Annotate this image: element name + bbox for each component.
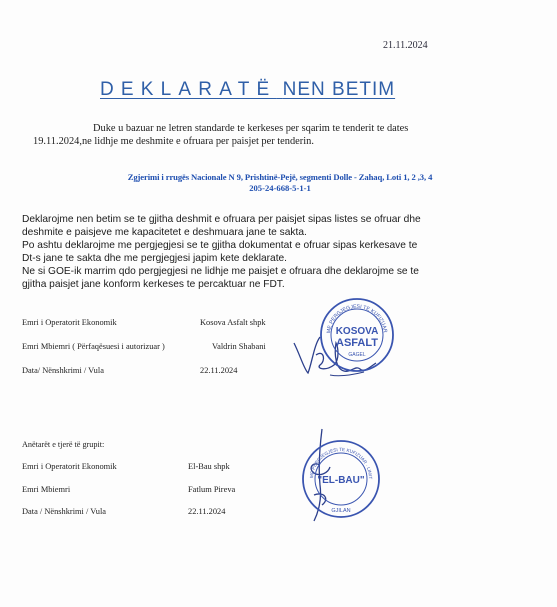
declaration-line: Ne si GOE-ik marrim qdo pergjegjesi ne lidhje me paisjet e ofruara dhe deklarojme se te xyxy=(22,266,419,277)
declaration-line: Po ashtu deklarojme me pergjegjesi se te gjitha dokumentat e ofruar sipas kerkesave te xyxy=(22,240,418,251)
document-date: 21.11.2024 xyxy=(383,40,428,51)
operator1-date-value: 22.11.2024 xyxy=(200,366,238,375)
stamp2-center: "EL-BAU" xyxy=(317,475,365,486)
operator2-name-label: Emri i Operatorit Ekonomik xyxy=(22,462,117,471)
intro-paragraph xyxy=(33,122,473,148)
operator1-date-label: Data/ Nënshkrimi / Vula xyxy=(22,366,104,375)
operator1-person-label: Emri Mbiemri ( Përfaqësuesi i autorizuar ) xyxy=(22,342,165,351)
intro-line-1: Duke u bazuar ne letren standarde te kerkeses per sqarim te tenderit te dates xyxy=(93,123,409,134)
operator1-name-value: Kosova Asfalt shpk xyxy=(200,318,266,327)
stamp2-bottom: GJILAN xyxy=(331,508,351,514)
el-bau-stamp xyxy=(300,438,382,520)
declaration-line: gjitha paisjet jane konform kerkeses te percaktuar ne FDT. xyxy=(22,279,285,290)
declaration-line: Dt-s jane te sakta dhe me pergjegjesi japim kete deklarate. xyxy=(22,253,288,264)
operator2-date-label: Data / Nënshkrimi / Vula xyxy=(22,507,107,516)
group-label: Anëtarët e tjerë të grupit: xyxy=(22,440,105,449)
project-name: Zgjerimi i rrugës Nacionale N 9, Prishtinë-Pejë, segmenti Dolle - Zahaq, Loti 1, 2 ,3, 4 xyxy=(127,172,433,182)
operator1-name-label: Emri i Operatorit Ekonomik xyxy=(22,318,117,327)
operator2-name-value: El-Bau shpk xyxy=(188,462,230,471)
title-rest: NEN BETIM xyxy=(282,79,396,100)
operator2-person-value: Fatlum Pireva xyxy=(188,485,236,494)
stamp1-ring-text: ME PERGJEGJESI TE KUFIZUAR xyxy=(325,303,388,334)
stamp1-line2: ASFALT xyxy=(336,337,378,349)
title-spaced-part: DEKLARATË xyxy=(100,79,277,100)
declaration-line: Deklarojme nen betim se te gjitha deshmit e ofruara per paisjet sipas listes se ofruar dhe xyxy=(22,214,421,225)
project-reference xyxy=(40,172,520,194)
declaration-text xyxy=(22,213,522,291)
stamp2-ring-text: ME PERGJEGJESI TE KUFIZUAR · LIMIT xyxy=(308,446,374,480)
intro-line-2: 19.11.2024,ne lidhje me deshmite e ofruara per paisjet per tenderin. xyxy=(33,136,314,147)
kosova-asfalt-stamp xyxy=(318,296,396,374)
stamp1-line1: KOSOVA xyxy=(335,326,379,337)
operator2-date-value: 22.11.2024 xyxy=(188,507,226,516)
operator2-person-label: Emri Mbiemri xyxy=(22,485,71,494)
stamp1-line3: GAGEL xyxy=(348,352,366,358)
project-number: 205-24-668-5-1-1 xyxy=(249,183,311,193)
operator1-person-value: Valdrin Shabani xyxy=(212,342,266,351)
document-title xyxy=(100,79,440,101)
declaration-line: deshmite e paisjeve me kapacitetet e deshmuara jane te sakta. xyxy=(22,227,307,238)
